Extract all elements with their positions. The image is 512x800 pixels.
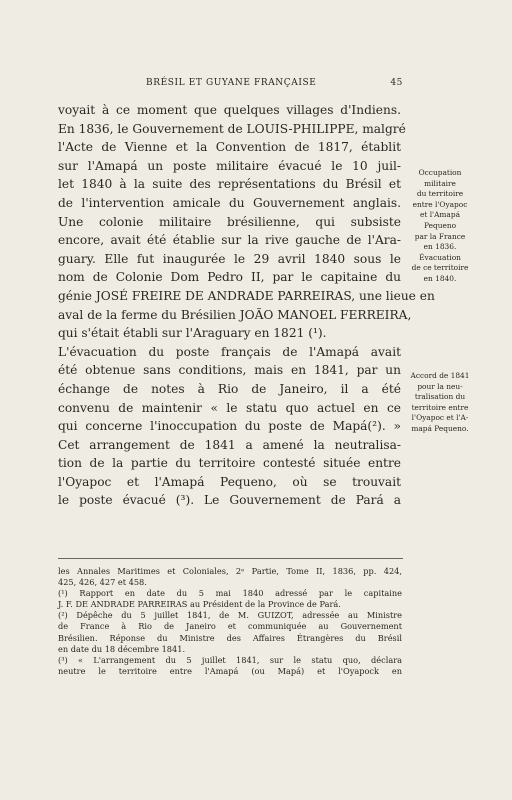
body-line: qui s'était établi sur l'Araguary en 1821 (¹). — [58, 326, 327, 341]
body-line: En 1836, le Gouvernement de LOUIS-PHILIPPE, malgré — [58, 121, 406, 136]
margin-note-line: militaire — [424, 178, 456, 188]
main-text — [58, 101, 435, 510]
body-line: échange de notes à Rio de Janeiro, il a été — [58, 381, 401, 396]
margin-note-line: Occupation — [418, 168, 462, 177]
body-line: Une colonie militaire brésilienne, qui subsiste — [58, 214, 401, 229]
margin-note-line: entre l'Oyapoc — [412, 199, 468, 209]
footnote-line: en date du 18 décembre 1841. — [58, 643, 186, 654]
margin-note-line: tralisation du — [414, 392, 466, 402]
body-line: let 1840 à la suite des représentations du Brésil et — [58, 177, 401, 192]
margin-note-line: en 1840. — [423, 273, 457, 283]
footnote-divider — [58, 558, 403, 559]
margin-note-line: en 1836. — [423, 242, 457, 252]
footnote-line: les Annales Maritimes et Coloniales, 2ᵉ Partie, Tome II, 1836, pp. 424, — [58, 566, 402, 576]
margin-note-line: du territoire — [416, 189, 464, 199]
footnote-line: 425, 426, 427 et 458. — [58, 577, 147, 588]
margin-note-line: territoire entre — [411, 402, 469, 412]
body-line: de l'intervention amicale du Gouvernement anglais. — [58, 195, 401, 210]
footnote-line: (¹) Rapport en date du 5 mai 1840 adressé par le capitaine — [58, 588, 402, 599]
body-line: été obtenue sans conditions, mais en 1841, par un — [58, 363, 401, 378]
margin-note-line: Accord de 1841 — [410, 371, 470, 380]
footnote-line: (³) « L'arrangement du 5 juillet 1841, sur le statu quo, déclara — [58, 654, 402, 665]
margin-note-accord — [400, 371, 480, 435]
footnote-line: de France à Rio de Janeiro et communiquée au Gouvernement — [58, 621, 402, 632]
margin-note-line: par la France — [414, 231, 466, 241]
margin-note-occupation — [400, 168, 480, 285]
body-line: Cet arrangement de 1841 a amené la neutralisa- — [58, 437, 401, 452]
body-line: encore, avait été établie sur la rive gauche de l'Ara- — [58, 233, 401, 248]
margin-note-line: pour la neu- — [417, 381, 463, 391]
body-line: nom de Colonie Dom Pedro II, par le capitaine du — [58, 270, 401, 285]
footnote-line: J. F. DE ANDRADE PARREIRAS au Président de la Province de Pará. — [58, 599, 341, 610]
body-line: l'Oyapoc et l'Amapá Pequeno, où se trouvait — [58, 474, 401, 489]
body-line: l'Acte de Vienne et la Convention de 1817, établit — [58, 140, 401, 155]
margin-note-line: Évacuation — [419, 252, 461, 262]
body-line: aval de la ferme du Brésilien JOÃO MANOEL FERREIRA, — [58, 307, 412, 322]
footnote-line: (²) Dépêche du 5 juillet 1841, de M. GUIZOT, adressée au Ministre — [58, 610, 402, 621]
margin-note-line: de ce territoire — [411, 263, 469, 273]
body-line: guary. Elle fut inaugurée le 29 avril 1840 sous le — [58, 251, 401, 266]
footnotes — [58, 566, 402, 677]
page-number: 45 — [390, 78, 403, 88]
body-line: tion de la partie du territoire contesté située entre — [58, 456, 401, 471]
footnote-line: neutre le territoire entre l'Amapá (ou Mapá) et l'Oyapock en — [58, 665, 402, 676]
body-line: L'évacuation du poste français de l'Amapá avait — [58, 344, 401, 359]
body-line: convenu de maintenir « le statu quo actuel en ce — [58, 400, 401, 415]
body-line: qui concerne l'inoccupation du poste de Mapá(²). » — [58, 419, 401, 434]
body-line: génie JOSÉ FREIRE DE ANDRADE PARREIRAS, une lieue en — [58, 288, 435, 303]
margin-note-line: l'Oyapoc et l'A- — [411, 413, 469, 423]
margin-note-line: Pequeno — [423, 220, 457, 230]
body-line: voyait à ce moment que quelques villages d'Indiens. — [58, 103, 401, 117]
margin-note-line: et l'Amapá — [420, 210, 460, 220]
footnote-line: Brésilien. Réponse du Ministre des Affaires Étrangères du Brésil — [58, 632, 402, 643]
body-line: le poste évacué (³). Le Gouvernement de Pará a — [58, 493, 401, 508]
running-title: BRÉSIL ET GUYANE FRANÇAISE — [146, 78, 317, 88]
margin-note-line: mapá Pequeno. — [411, 423, 469, 433]
body-line: sur l'Amapá un poste militaire évacué le 10 juil- — [58, 158, 401, 173]
